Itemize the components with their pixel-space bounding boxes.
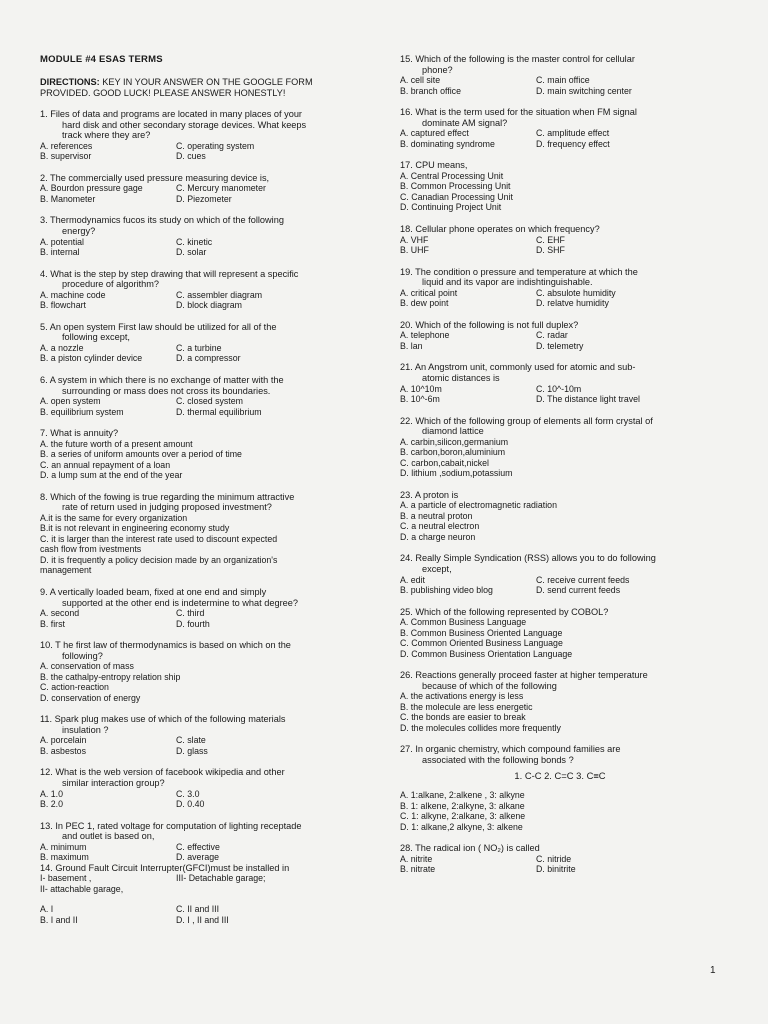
answer-option: B. carbon,boron,aluminium (400, 447, 506, 458)
directions-label: DIRECTIONS: (40, 77, 100, 87)
answer-option: B. a neutral proton (400, 510, 473, 521)
answer-option: B. flowchart (40, 300, 86, 311)
answer-option: A.it is the same for every organization (40, 512, 188, 523)
answer-option: B. a series of uniform amounts over a period of time (40, 449, 242, 460)
answer-option: C. kinetic (176, 236, 213, 247)
question-item (40, 173, 360, 205)
answer-option: B. asbestos (40, 745, 86, 756)
question-text-continued: because of which of the following (422, 680, 557, 691)
answer-option: C. assembler diagram (176, 289, 263, 300)
question-text-continued: atomic distances is (422, 372, 500, 383)
answer-option: A. 10^10m (400, 383, 442, 394)
question-item (40, 821, 360, 863)
answer-option: A. references (40, 140, 93, 151)
answer-option: C. Mercury manometer (176, 183, 266, 194)
answer-option: D. binitrite (536, 864, 576, 875)
question-item (400, 670, 720, 733)
answer-option: C. 10^-10m (536, 383, 582, 394)
answer-option: A. Common Business Language (400, 617, 527, 628)
question-text-continued: rate of return used in judging proposed investment? (62, 502, 272, 513)
answer-option: A. carbin,silicon,germanium (400, 436, 509, 447)
answer-options (40, 608, 360, 629)
question-text: 3. Thermodynamics fucos its study on which of the following energy? (40, 215, 360, 236)
question-text-continued: following except, (62, 332, 130, 343)
answer-option: A. a nozzle (40, 342, 84, 353)
answer-option: C. Canadian Processing Unit (400, 191, 513, 202)
question-text-continued: following? (62, 650, 103, 661)
answer-option: D. solar (176, 247, 207, 258)
answer-option: II- attachable garage, (40, 883, 124, 894)
answer-option: B. dominating syndrome (400, 138, 495, 149)
answer-option: A. telephone (400, 330, 450, 341)
question-text: 22. Which of the following group of elements all form crystal of diamond lattice (400, 416, 720, 437)
question-text-continued: hard disk and other secondary storage devices. What keeps (62, 119, 307, 130)
question-item (40, 767, 360, 809)
question-text: 5. An open system First law should be utilized for all of the following except, (40, 322, 360, 343)
question-text: 15. Which of the following is the master control for cellular phone? (400, 54, 720, 75)
answer-option: D. cues (176, 151, 206, 162)
question-text: 1. Files of data and programs are located in many places of your hard disk and other secondary storage devices. What keeps track where they are? (40, 109, 360, 141)
question-item (400, 416, 720, 479)
answer-option: D. a lump sum at the end of the year (40, 470, 183, 481)
answer-option: C. it is larger than the interest rate used to discount expected (40, 533, 278, 544)
left-column (40, 54, 360, 936)
answer-options (40, 873, 360, 884)
question-text: 9. A vertically loaded beam, fixed at one end and simply supported at the other end is indetermine to what degree? (40, 587, 360, 608)
question-item (400, 54, 720, 96)
answer-option: B. 10^-6m (400, 394, 440, 405)
question-item (40, 322, 360, 364)
answer-option: C. 3.0 (176, 788, 200, 799)
answer-option: B. equilibrium system (40, 406, 124, 417)
question-item (400, 160, 720, 213)
question-text: 21. An Angstrom unit, commonly used for atomic and sub- atomic distances is (400, 362, 720, 383)
question-item (40, 714, 360, 756)
answer-option: A. machine code (40, 289, 106, 300)
answer-option: C. effective (176, 841, 220, 852)
question-text: 17. CPU means, (400, 160, 468, 171)
answer-option: A. minimum (40, 841, 87, 852)
answer-option: D. The distance light travel (536, 394, 640, 405)
answer-option: D. Continuing Project Unit (400, 202, 502, 213)
answer-option: C. II and III (176, 904, 220, 915)
spacer (40, 894, 360, 904)
question-text: 13. In PEC 1, rated voltage for computation of lighting receptade and outlet is based on, (40, 821, 360, 842)
answer-option: D. the molecules collides more frequently (400, 722, 561, 733)
answer-option: D. lithium ,sodium,potassium (400, 468, 513, 479)
question-item (40, 215, 360, 257)
question-item (40, 587, 360, 629)
question-text: 25. Which of the following represented by COBOL? (400, 606, 609, 617)
question-item (40, 428, 360, 481)
question-text: 8. Which of the fowing is true regarding the minimum attractive rate of return used in judging proposed investment? (40, 492, 360, 513)
answer-options (40, 237, 360, 258)
answer-options (400, 288, 720, 309)
answer-option: C. nitride (536, 853, 572, 864)
answer-option: C. closed system (176, 396, 243, 407)
question-text: 27. In organic chemistry, which compound families are associated with the following bonds ? (400, 744, 720, 765)
question-text: 16. What is the term used for the situation when FM signal dominate AM signal? (400, 107, 720, 128)
question-text: 14. Ground Fault Circuit Interrupter(GFCI)must be installed in (40, 862, 290, 873)
answer-option: C. radar (536, 330, 568, 341)
question-item (400, 607, 720, 660)
question-text-continued: supported at the other end is indetermine to what degree? (62, 597, 298, 608)
question-text: 26. Reactions generally proceed faster at higher temperature because of which of the following (400, 670, 720, 691)
answer-option: A. captured effect (400, 128, 469, 139)
bond-list: 1. C-C 2. C=C 3. C≡C (514, 770, 606, 782)
answer-option: D. Common Business Orientation Language (400, 648, 573, 659)
module-title: MODULE #4 ESAS TERMS (40, 54, 163, 65)
answer-option: D. average (176, 852, 220, 863)
question-text: 2. The commercially used pressure measuring device is, (40, 172, 270, 183)
answer-option: A. VHF (400, 234, 429, 245)
answer-options (400, 575, 720, 596)
answer-option: management (40, 565, 92, 576)
question-item (400, 320, 720, 352)
question-text-continued: energy? (62, 225, 96, 236)
answer-options (40, 290, 360, 311)
answer-option: B.it is not relevant in engineering economy study (40, 523, 230, 534)
answer-options (40, 396, 360, 417)
answer-option: B. the cathalpy-entropy relation ship (40, 671, 181, 682)
question-text-continued: phone? (422, 64, 453, 75)
answer-option: A. the activations energy is less (400, 691, 524, 702)
answer-option: A. nitrite (400, 853, 433, 864)
answer-option: B. maximum (40, 852, 89, 863)
question-text: 19. The condition o pressure and temperature at which the liquid and its vapor are indishtinguishable. (400, 267, 720, 288)
answer-option: C. operating system (176, 140, 255, 151)
answer-options (40, 343, 360, 364)
question-item (40, 863, 360, 926)
answer-option: C. receive current feeds (536, 574, 630, 585)
answer-option: A. 1.0 (40, 788, 63, 799)
answer-option: D. relatve humidity (536, 298, 609, 309)
answer-option: D. 1: alkane,2 alkyne, 3: alkene (400, 821, 523, 832)
question-text-continued: diamond lattice (422, 426, 484, 437)
answer-option: B. UHF (400, 245, 429, 256)
question-item (400, 490, 720, 543)
answer-option: B. supervisor (40, 151, 92, 162)
answer-option: B. a piston cylinder device (40, 353, 143, 364)
answer-option: A. conservation of mass (40, 661, 134, 672)
answer-option: C. carbon,cabait,nickel (400, 457, 489, 468)
answer-option: D. Piezometer (176, 193, 232, 204)
answer-option: D. conservation of energy (40, 692, 141, 703)
answer-options (40, 904, 360, 925)
question-item (400, 267, 720, 309)
answer-option: D. block diagram (176, 300, 243, 311)
answer-option: B. I and II (40, 914, 78, 925)
question-text-continued: except, (422, 563, 452, 574)
answer-option: A. Central Processing Unit (400, 170, 504, 181)
question-text: 11. Spark plug makes use of which of the following materials insulation ? (40, 714, 360, 735)
question-text-continued: surrounding or mass does not cross its boundaries. (62, 385, 271, 396)
answer-option: B. Common Business Oriented Language (400, 627, 563, 638)
answer-option: C. EHF (536, 234, 565, 245)
question-text: 7. What is annuity? (40, 428, 119, 439)
question-text: 23. A proton is (400, 489, 459, 500)
question-text-continued: similar interaction group? (62, 778, 165, 789)
question-item (40, 640, 360, 703)
answer-option: III- Detachable garage; (176, 873, 266, 884)
answer-option: C. absulote humidity (536, 287, 616, 298)
answer-option: cash flow from ivestments (40, 544, 142, 555)
answer-option: A. a particle of electromagnetic radiation (400, 500, 557, 511)
answer-option: B. branch office (400, 85, 461, 96)
directions (40, 77, 360, 99)
answer-option: A. the future worth of a present amount (40, 438, 193, 449)
answer-options (40, 183, 360, 204)
answer-option: D. thermal equilibrium (176, 406, 262, 417)
answer-option: D. fourth (176, 618, 210, 629)
question-item (400, 224, 720, 256)
question-text: 24. Really Simple Syndication (RSS) allows you to do following except, (400, 553, 720, 574)
answer-option: B. publishing video blog (400, 585, 493, 595)
answer-option: C. 1: alkyne, 2:alkane, 3: alkene (400, 811, 526, 822)
answer-option: A. open system (40, 396, 101, 407)
answer-option: A. I (40, 904, 54, 915)
answer-option: B. nitrate (400, 864, 436, 875)
answer-option: A. potential (40, 236, 85, 247)
answer-options (400, 128, 720, 149)
question-text-continued: liquid and its vapor are indishtinguishable. (422, 277, 593, 288)
answer-option: B. dew point (400, 298, 449, 309)
question-item (400, 362, 720, 404)
answer-option: D. main switching center (536, 85, 632, 96)
answer-option: I- basement , (40, 873, 92, 884)
answer-option: C. main office (536, 75, 590, 86)
answer-options (40, 789, 360, 810)
question-text: 10. T he first law of thermodynamics is based on which on the following? (40, 640, 360, 661)
question-item (400, 843, 720, 875)
question-text: 12. What is the web version of facebook wikipedia and other similar interaction group? (40, 767, 360, 788)
question-text-continued: track where they are? (62, 130, 151, 141)
question-text-continued: dominate AM signal? (422, 117, 508, 128)
answer-option: D. telemetry (536, 340, 584, 351)
answer-option: A. cell site (400, 75, 441, 86)
answer-option: D. send current feeds (536, 585, 621, 595)
answer-option: A. porcelain (40, 735, 87, 746)
question-item (40, 375, 360, 417)
answer-option: D. it is frequently a policy decision made by an organization's (40, 554, 278, 565)
answer-options (40, 141, 360, 162)
answer-options (400, 330, 720, 351)
answer-option: B. 1: alkene, 2:alkyne, 3: alkane (400, 800, 525, 811)
answer-option: D. frequency effect (536, 138, 610, 149)
question-text-continued: associated with the following bonds ? (422, 754, 574, 765)
answer-option: C. an annual repayment of a loan (40, 459, 171, 470)
answer-option: C. amplitude effect (536, 128, 610, 139)
answer-option: C. action-reaction (40, 682, 109, 693)
answer-option: D. a compressor (176, 353, 241, 364)
answer-option: B. 2.0 (40, 799, 63, 810)
answer-option: B. first (40, 618, 65, 629)
answer-option: C. Common Oriented Business Language (400, 638, 563, 649)
question-item (400, 107, 720, 149)
answer-option: B. internal (40, 247, 80, 258)
answer-options (40, 842, 360, 863)
answer-option: B. Common Processing Unit (400, 181, 511, 192)
question-text: 4. What is the step by step drawing that will represent a specific procedure of algorithm? (40, 269, 360, 290)
answer-option: C. the bonds are easier to break (400, 712, 526, 723)
left-questions (40, 109, 360, 925)
answer-option: D. SHF (536, 245, 565, 256)
answer-options (400, 75, 720, 96)
answer-options (40, 735, 360, 756)
answer-option: C. third (176, 608, 205, 619)
answer-option: A. second (40, 608, 80, 619)
answer-options (400, 384, 720, 405)
answer-option: A. edit (400, 574, 425, 585)
question-text-continued: and outlet is based on, (62, 831, 155, 842)
question-text-continued: insulation ? (62, 724, 109, 735)
answer-option: C. a turbine (176, 342, 222, 353)
answer-option: D. a charge neuron (400, 531, 476, 542)
answer-option: B. Manometer (40, 193, 96, 204)
question-item (40, 109, 360, 162)
answer-option: B. the molecule are less energetic (400, 701, 533, 712)
question-item (400, 553, 720, 595)
right-column (400, 54, 720, 886)
answer-option: A. 1:alkane, 2:alkene , 3: alkyne (400, 790, 525, 801)
question-text: 18. Cellular phone operates on which frequency? (400, 223, 600, 234)
right-questions (400, 54, 720, 875)
question-text-continued: procedure of algorithm? (62, 279, 160, 290)
question-item (40, 492, 360, 576)
answer-option: B. lan (400, 340, 423, 351)
answer-option: D. glass (176, 745, 208, 756)
answer-option: A. critical point (400, 287, 458, 298)
directions-text: KEY IN YOUR ANSWER ON THE GOOGLE FORM PROVIDED. GOOD LUCK! PLEASE ANSWER HONESTLY! (40, 77, 313, 98)
page-number: 1 (710, 965, 716, 976)
question-item (40, 269, 360, 311)
answer-option: C. a neutral electron (400, 521, 480, 532)
answer-option: D. 0.40 (176, 799, 205, 810)
answer-option: D. I , II and III (176, 914, 229, 925)
question-text: 28. The radical ion ( NO₂) is called (400, 843, 540, 854)
question-text: 6. A system in which there is no exchange of matter with the surrounding or mass does not cross its boundaries. (40, 375, 360, 396)
answer-options (400, 854, 720, 875)
answer-option: C. slate (176, 735, 206, 746)
question-text: 20. Which of the following is not full duplex? (400, 319, 579, 330)
answer-option: A. Bourdon pressure gage (40, 183, 143, 194)
answer-options (400, 235, 720, 256)
question-item (400, 744, 720, 832)
